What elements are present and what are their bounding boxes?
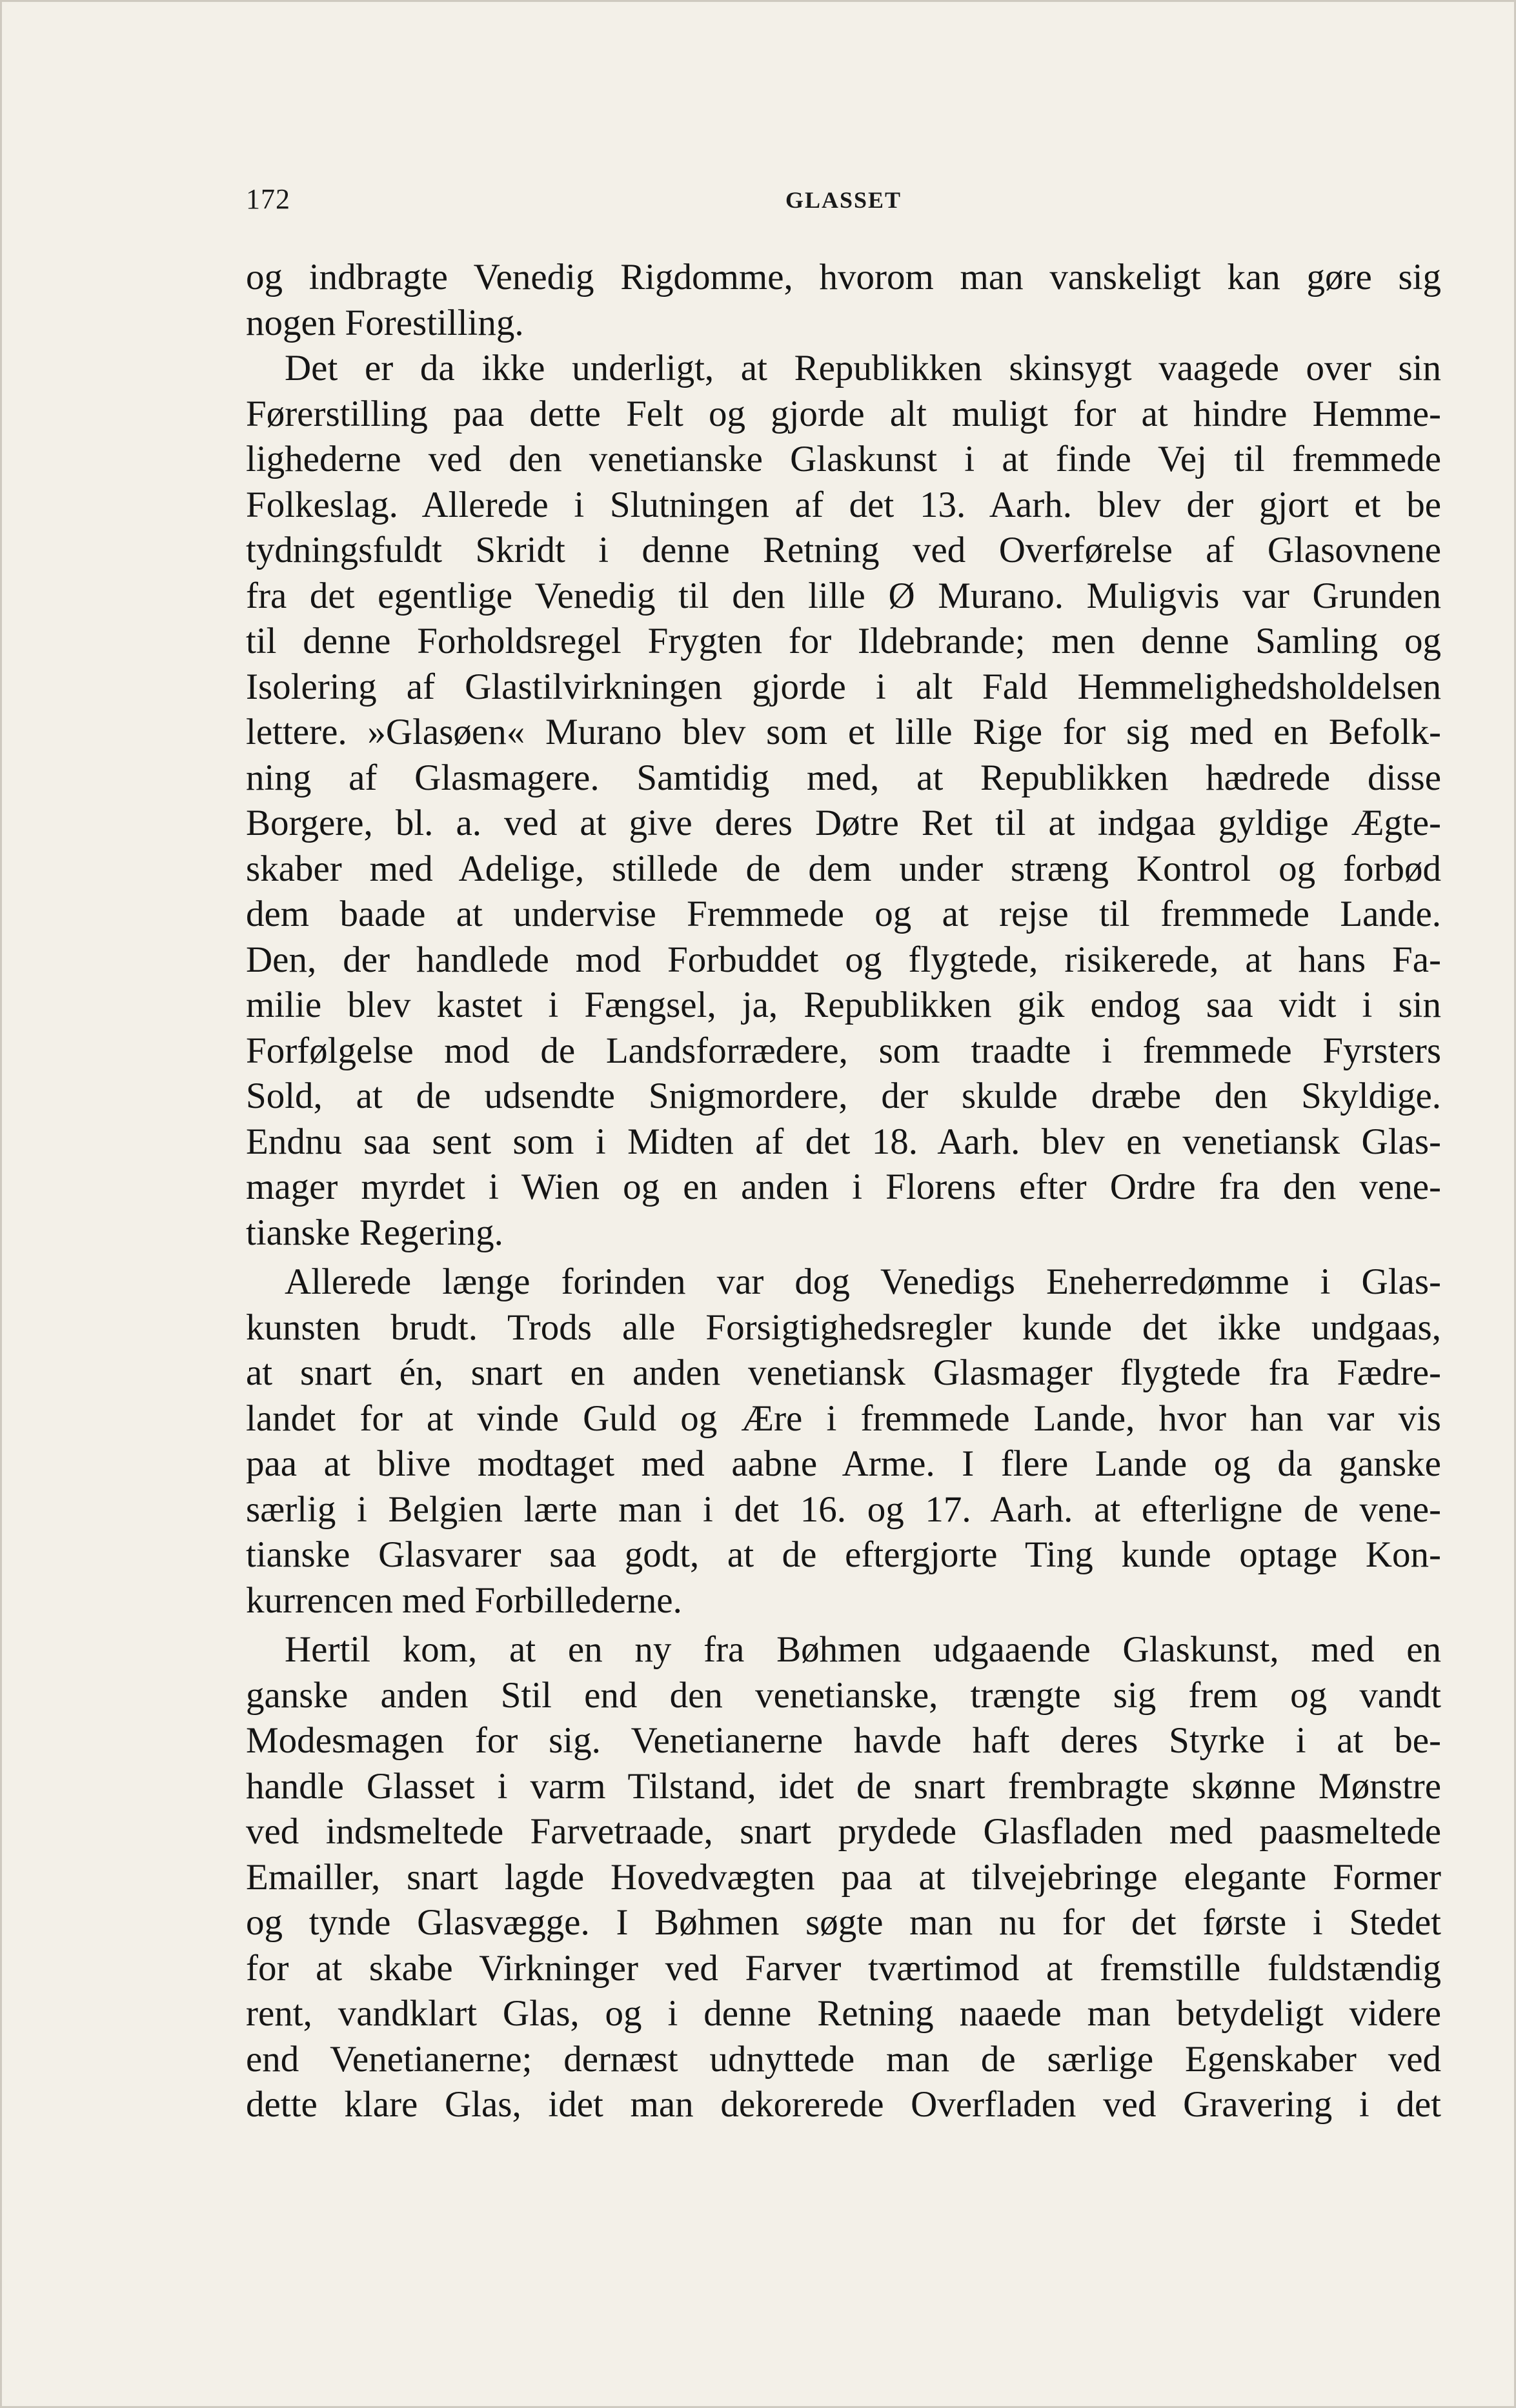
- text-line: rent, vandklart Glas, og i denne Retning naaede man betydeligt videre: [246, 1993, 1441, 2034]
- text-line: og indbragte Venedig Rigdomme, hvorom man vanskeligt kan gøre sig: [246, 257, 1441, 297]
- text-line: særlig i Belgien lærte man i det 16. og 17. Aarh. at efterligne de vene-: [246, 1489, 1441, 1530]
- text-line: end Venetianerne; dernæst udnyttede man de særlige Egenskaber ved: [246, 2038, 1441, 2080]
- text-line: milie blev kastet i Fængsel, ja, Republikken gik endog saa vidt i sin: [246, 985, 1441, 1025]
- text-line: skaber med Adelige, stillede de dem under stræng Kontrol og forbød: [246, 848, 1441, 889]
- text-line: nogen Forestilling.: [246, 302, 524, 343]
- text-line: ved indsmeltede Farvetraade, snart prydede Glasfladen med paasmeltede: [246, 1811, 1441, 1852]
- text-line: Førerstilling paa dette Felt og gjorde alt muligt for at hindre Hemme-: [246, 393, 1441, 434]
- text-line: tianske Glasvarer saa godt, at de eftergjorte Ting kunde optage Kon-: [246, 1534, 1441, 1575]
- text-line: lettere. »Glasøen« Murano blev som et lille Rige for sig med en Befolk-: [246, 712, 1441, 752]
- text-line: dette klare Glas, idet man dekorerede Overfladen ved Gravering i det: [246, 2084, 1441, 2125]
- text-line: Allerede længe forinden var dog Venedigs Eneherredømme i Glas-: [285, 1261, 1441, 1302]
- text-line: Forfølgelse mod de Landsforrædere, som traadte i fremmede Fyrsters: [246, 1030, 1441, 1071]
- text-line: Folkeslag. Allerede i Slutningen af det 13. Aarh. blev der gjort et be: [246, 484, 1441, 525]
- text-line: kunsten brudt. Trods alle Forsigtighedsregler kunde det ikke undgaas,: [246, 1307, 1441, 1348]
- text-line: Sold, at de udsendte Snigmordere, der skulde dræbe den Skyldige.: [246, 1076, 1441, 1116]
- text-line: fra det egentlige Venedig til den lille Ø Murano. Muligvis var Grunden: [246, 575, 1441, 616]
- text-line: ganske anden Stil end den venetianske, trængte sig frem og vandt: [246, 1674, 1441, 1716]
- text-line: mager myrdet i Wien og en anden i Florens efter Ordre fra den vene-: [246, 1167, 1441, 1207]
- text-line: at snart én, snart en anden venetiansk Glasmager flygtede fra Fædre-: [246, 1352, 1441, 1393]
- text-line: handle Glasset i varm Tilstand, idet de snart frembragte skønne Mønstre: [246, 1765, 1441, 1807]
- text-line: Den, der handlede mod Forbuddet og flygtede, risikerede, at hans Fa-: [246, 939, 1441, 980]
- text-line: Hertil kom, at en ny fra Bøhmen udgaaende Glaskunst, med en: [285, 1629, 1441, 1670]
- text-line: paa at blive modtaget med aabne Arme. I flere Lande og da ganske: [246, 1443, 1441, 1484]
- body-text: [246, 255, 1441, 2128]
- running-head: [246, 183, 1441, 228]
- running-title: GLASSET: [785, 187, 902, 213]
- text-line: Borgere, bl. a. ved at give deres Døtre Ret til at indgaa gyldige Ægte-: [246, 803, 1441, 843]
- text-line: kurrencen med Forbillederne.: [246, 1580, 682, 1621]
- text-line: dem baade at undervise Fremmede og at rejse til fremmede Lande.: [246, 894, 1441, 934]
- text-line: Endnu saa sent som i Midten af det 18. Aarh. blev en venetiansk Glas-: [246, 1121, 1441, 1162]
- text-line: Modesmagen for sig. Venetianerne havde haft deres Styrke i at be-: [246, 1720, 1441, 1761]
- text-line: lighederne ved den venetianske Glaskunst i at finde Vej til fremmede: [246, 439, 1441, 479]
- text-line: Det er da ikke underligt, at Republikken skinsygt vaagede over sin: [285, 348, 1441, 388]
- text-line: til denne Forholdsregel Frygten for Ildebrande; men denne Samling og: [246, 621, 1441, 661]
- text-line: og tynde Glasvægge. I Bøhmen søgte man nu for det første i Stedet: [246, 1902, 1441, 1943]
- text-line: Emailler, snart lagde Hovedvægten paa at tilvejebringe elegante Former: [246, 1856, 1441, 1898]
- text-line: Isolering af Glastilvirkningen gjorde i alt Fald Hemmelighedsholdelsen: [246, 666, 1441, 707]
- text-line: ning af Glasmagere. Samtidig med, at Republikken hædrede disse: [246, 757, 1441, 798]
- text-line: tydningsfuldt Skridt i denne Retning ved Overførelse af Glasovnene: [246, 530, 1441, 570]
- text-line: tianske Regering.: [246, 1212, 503, 1253]
- page-number: 172: [246, 183, 290, 215]
- text-line: for at skabe Virkninger ved Farver tværtimod at fremstille fuldstændig: [246, 1947, 1441, 1989]
- text-line: landet for at vinde Guld og Ære i fremmede Lande, hvor han var vis: [246, 1398, 1441, 1439]
